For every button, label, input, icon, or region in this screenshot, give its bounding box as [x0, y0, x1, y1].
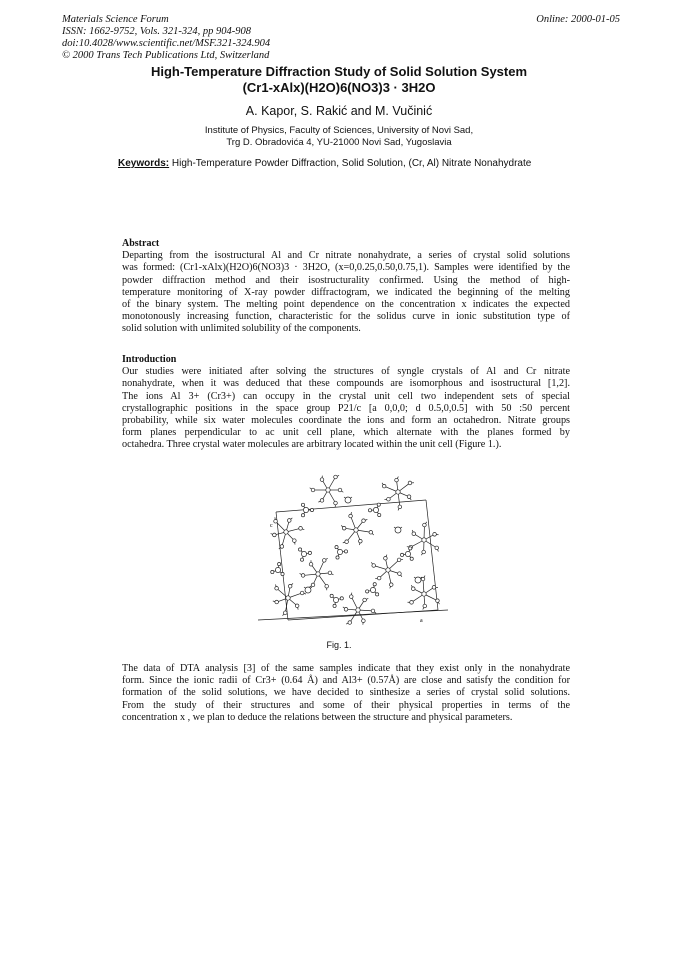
figure-atoms	[271, 475, 440, 624]
atom-circle	[363, 598, 367, 602]
axis-label-c: c	[270, 523, 273, 529]
atom-circle	[421, 577, 425, 581]
atom-circle	[366, 590, 369, 593]
atom-circle	[328, 571, 332, 575]
atom-circle	[433, 533, 437, 537]
atom-circle	[369, 530, 373, 534]
atom-circle	[387, 497, 391, 501]
abstract-line: of the binary system. The melting point dependence on the concentration x indicates the expected	[122, 299, 570, 311]
atom-circle	[362, 519, 366, 523]
title-line-2: (Cr1-xAlx)(H2O)6(NO3)3 · 3H2O	[242, 80, 436, 95]
introduction-line: Our studies were initiated after solving the structures of syngle crystals of Al and Cr nitrate	[122, 366, 570, 378]
atom-circle	[408, 481, 412, 485]
atom-circle	[334, 475, 338, 479]
data-line: formation of the solid solutions, we have decided to sinthesize a series of crystal solid solutions.	[122, 687, 570, 699]
atom-circle	[335, 546, 338, 549]
atom-circle	[333, 597, 338, 602]
introduction-line: form planes perpendicular to ac unit cell plane, which alternate with the planes formed by	[122, 427, 570, 439]
atom-circle	[337, 549, 342, 554]
atom-circle	[326, 488, 330, 492]
paper-title	[0, 64, 678, 96]
affiliation-line-1: Institute of Physics, Faculty of Sciences, University of Novi Sad,	[204, 125, 474, 136]
atom-circle	[370, 587, 375, 592]
atom-circle	[275, 586, 279, 590]
atom-circle	[308, 551, 311, 554]
atom-circle	[295, 604, 299, 608]
abstract-line: Departing from the isostructural Al and Cr nitrate nonahydrate, a series of crystal solid solutions	[122, 250, 570, 262]
affiliation-line-2: Trg D. Obradovića 4, YU-21000 Novi Sad, Yugoslavia	[226, 137, 452, 148]
atom-circle	[368, 509, 371, 512]
atom-circle	[373, 583, 376, 586]
figure-bonds	[258, 475, 448, 624]
atom-circle	[412, 532, 416, 536]
atom-circle	[435, 546, 439, 550]
abstract-line: temperature monitoring of X-ray powder diffractogram, we indicated the beginning of the melting	[122, 286, 570, 298]
atom-circle	[415, 577, 421, 583]
abstract-line: was formed: (Cr1-xAlx)(H2O)6(NO3)3 · 3H2O, (x=0,0.25,0.50,0.75,1). Samples were identified by the	[122, 262, 570, 274]
journal-name: Materials Science Forum	[62, 14, 169, 25]
atom-circle	[410, 601, 414, 605]
atom-circle	[407, 495, 411, 499]
atom-circle	[345, 497, 351, 503]
keywords	[118, 158, 618, 169]
atom-circle	[376, 593, 379, 596]
atom-circle	[423, 604, 427, 608]
data-section	[122, 663, 570, 724]
abstract-line: solid solution with unlimited solubility of the components.	[122, 323, 361, 335]
atom-circle	[395, 527, 401, 533]
atom-circle	[284, 530, 288, 534]
atom-circle	[283, 611, 287, 615]
atom-circle	[423, 523, 427, 527]
atom-circle	[273, 533, 277, 537]
atom-circle	[344, 550, 347, 553]
atom-circle	[349, 595, 353, 599]
atom-circle	[301, 551, 306, 556]
atom-circle	[432, 586, 436, 590]
atom-circle	[409, 547, 412, 550]
axis-label-a: a	[420, 618, 423, 624]
atom-circle	[377, 503, 380, 506]
atom-circle	[342, 526, 346, 530]
atom-circle	[422, 538, 426, 542]
atom-circle	[384, 556, 388, 560]
atom-circle	[349, 514, 353, 518]
atom-circle	[281, 572, 284, 575]
atom-circle	[382, 484, 386, 488]
atom-circle	[275, 567, 280, 572]
data-line: From the study of their structures and some of their physical properties in terms of the	[122, 699, 570, 711]
atom-circle	[303, 507, 308, 512]
atom-circle	[362, 619, 366, 623]
atom-circle	[288, 584, 292, 588]
atom-circle	[405, 551, 410, 556]
atom-circle	[325, 584, 329, 588]
atom-circle	[398, 505, 402, 509]
atom-circle	[398, 572, 402, 576]
atom-circle	[378, 513, 381, 516]
abstract-line: monotonously increasing function, characteristic for the solidus curve in ionic substitution type of	[122, 311, 570, 323]
atom-circle	[396, 490, 400, 494]
atom-circle	[397, 558, 401, 562]
doi-line[interactable]: doi:10.4028/www.scientific.net/MSF.321-324.904	[62, 38, 271, 49]
atom-circle	[356, 608, 360, 612]
atom-circle	[275, 600, 279, 604]
data-line: form. Since the ionic radii of Cr3+ (0.64 Å) and Al3+ (0.57Å) are close and satisfy the condition for	[122, 675, 570, 687]
copyright-line: © 2000 Trans Tech Publications Ltd, Switzerland	[62, 50, 270, 61]
crystal-structure-figure	[248, 470, 458, 636]
keywords-text: High-Temperature Powder Diffraction, Solid Solution, (Cr, Al) Nitrate Nonahydrate	[169, 158, 532, 169]
data-line: The data of DTA analysis [3] of the same samples indicate that they exist only in the nonahydrate	[122, 663, 570, 674]
abstract-heading: Abstract	[122, 238, 160, 249]
atom-circle	[436, 599, 440, 603]
abstract-line: powder diffraction method and their isostructurality confirmed. Using the method of high-	[122, 274, 570, 286]
atom-circle	[333, 604, 336, 607]
atom-circle	[386, 568, 390, 572]
atom-circle	[338, 488, 342, 492]
atom-circle	[373, 507, 378, 512]
atom-circle	[411, 587, 415, 591]
atom-circle	[299, 527, 303, 531]
atom-circle	[287, 519, 291, 523]
online-date: Online: 2000-01-05	[536, 14, 620, 25]
atom-circle	[354, 528, 358, 532]
atom-circle	[372, 564, 376, 568]
atom-circle	[336, 556, 339, 559]
authors: A. Kapor, S. Rakić and M. Vučinić	[245, 104, 433, 118]
atom-circle	[322, 559, 326, 563]
atom-circle	[278, 563, 281, 566]
atom-circle	[422, 550, 426, 554]
affiliation	[0, 125, 678, 149]
introduction-line: probability, while six water molecules coordinate the ions and form an octahedron. Nitrate groups	[122, 415, 570, 427]
atom-circle	[410, 557, 413, 560]
introduction-line: nonahydrate, when it was deduced that these compounds are isomorphous and isostructural [1,2].	[122, 378, 570, 390]
atom-circle	[301, 503, 304, 506]
atom-circle	[344, 607, 348, 611]
atom-circle	[320, 478, 324, 482]
atom-circle	[280, 545, 284, 549]
introduction-line: crystallographic positions in the space group P21/c [a 0,0,0; d 0.5,0,0.5] with 50 :50 percent	[122, 402, 570, 414]
keywords-label: Keywords:	[118, 158, 170, 169]
atom-circle	[345, 540, 349, 544]
atom-circle	[311, 488, 315, 492]
introduction-heading: Introduction	[122, 354, 177, 365]
atom-circle	[422, 592, 426, 596]
atom-circle	[311, 583, 315, 587]
atom-circle	[371, 609, 375, 613]
atom-circle	[301, 574, 305, 578]
introduction-line: The ions Al 3+ (Cr3+) can occupy in the crystal unit cell two independent sets of special	[122, 390, 570, 402]
atom-circle	[348, 621, 352, 625]
atom-circle	[316, 572, 320, 576]
introduction-line: octahedra. Three crystal water molecules are arbitrary located within the unit cell (Figure 1.).	[122, 439, 502, 451]
introduction-section	[122, 354, 570, 452]
atom-circle	[377, 576, 381, 580]
atom-circle	[320, 499, 324, 503]
atom-circle	[400, 553, 403, 556]
title-line-1: High-Temperature Diffraction Study of Solid Solution System	[150, 64, 528, 79]
atom-circle	[300, 558, 303, 561]
bond-line	[276, 500, 426, 512]
atom-circle	[330, 594, 333, 597]
atom-circle	[310, 508, 313, 511]
bond-line	[426, 500, 438, 610]
atom-circle	[359, 539, 363, 543]
atom-circle	[300, 591, 304, 595]
atom-circle	[293, 539, 297, 543]
atom-circle	[309, 562, 313, 566]
atom-circle	[298, 548, 301, 551]
atom-circle	[305, 587, 311, 593]
atom-circle	[395, 478, 399, 482]
figure-caption: Fig. 1.	[326, 640, 352, 650]
atom-circle	[301, 514, 304, 517]
abstract-section	[122, 238, 570, 336]
atom-circle	[286, 596, 290, 600]
atom-circle	[340, 597, 343, 600]
atom-circle	[274, 519, 278, 523]
atom-circle	[334, 501, 338, 505]
atom-circle	[389, 583, 393, 587]
atom-circle	[271, 570, 274, 573]
issn-line: ISSN: 1662-9752, Vols. 321-324, pp 904-908	[62, 26, 251, 37]
data-line: concentration x , we plan to deduce the relations between the structure and physical parameters.	[122, 711, 513, 723]
